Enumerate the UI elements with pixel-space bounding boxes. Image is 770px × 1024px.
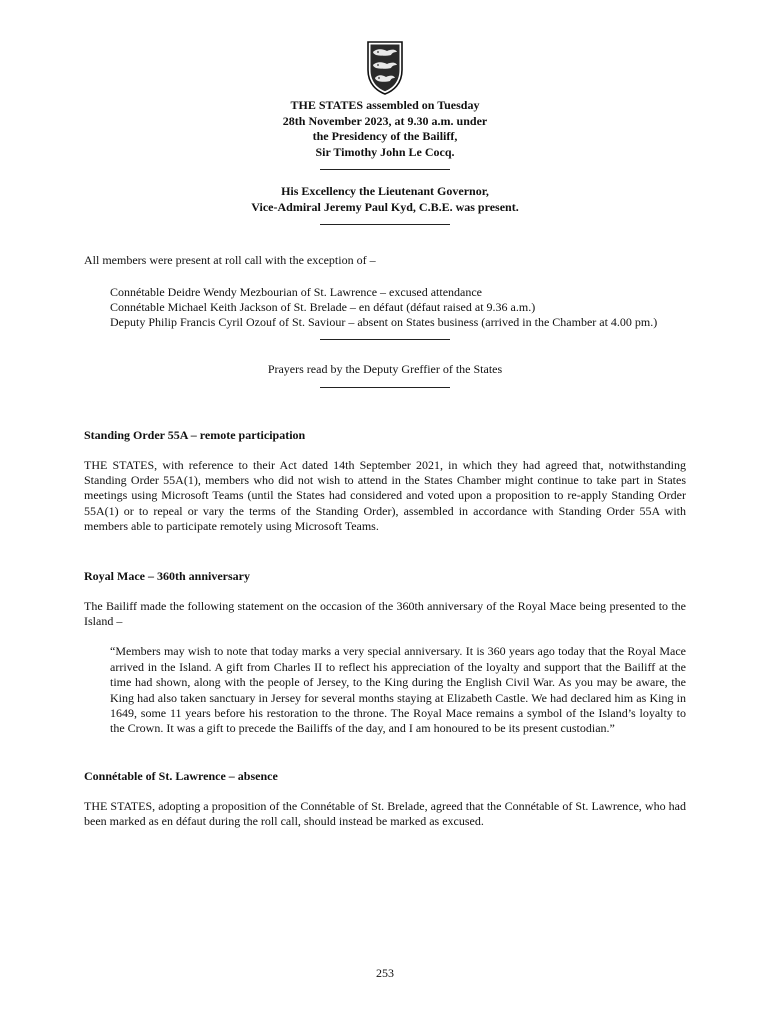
divider-rule [320,224,450,225]
absence-item: Deputy Philip Francis Cyril Ozouf of St. Saviour – absent on States business (arrived in the Chamber at 4.00 pm.) [110,315,658,329]
section-heading: Standing Order 55A – remote participation [84,427,306,442]
section-paragraph: THE STATES, adopting a proposition of the Connétable of St. Brelade, agreed that the Connétable of St. Lawrence, who had been marked as en défaut during the roll call, should instead be marked as excused. [84,798,686,829]
absence-item: Connétable Michael Keith Jackson of St. Brelade – en défaut (défaut raised at 9.36 a.m.) [110,299,536,314]
section-paragraph: THE STATES, with reference to their Act dated 14th September 2021, in which they had agreed that, notwithstanding Standing Order 55A(1), members who did not wish to attend in the States Chamber might continue to take part in States meetings using Microsoft Teams (until the States had considered and voted upon a proposition to re-apply Standing Order 55A(1) or to repeal or vary the terms of the Standing Order), assembled in accordance with Standing Order 55A with members able to participate remotely using Microsoft Teams. [84,457,686,534]
section-royal-mace [84,569,686,737]
sitting-title-line: the Presidency of the Bailiff, [312,129,458,144]
absence-item: Connétable Deidre Wendy Mezbourian of St. Lawrence – excused attendance [110,284,482,299]
prayers-note: Prayers read by the Deputy Greffier of the States [267,362,503,377]
governor-line: Vice-Admiral Jeremy Paul Kyd, C.B.E. was present. [251,199,519,214]
absence-list [84,285,686,331]
section-heading: Royal Mace – 360th anniversary [84,568,250,583]
governor-statement [84,184,686,215]
divider-rule [320,387,450,388]
bailiff-quote: “Members may wish to note that today marks a very special anniversary. It is 360 years ago today that the Royal Mace arrived in the Island. A gift from Charles II to reflect his appreciation of the loyalty and support that the Bailiff at the time had shown, along with the people of Jersey, to the King during the English Civil War. As you may be aware, the King had also taken sanctuary in Jersey for several months staying at Elizabeth Castle. We had declared him as King in 1649, some 11 years before his restoration to the throne. The Royal Mace remains a symbol of the Island’s loyalty to the Crown. It was a gift to precede the Bailiffs of the day, and I am honoured to be its present custodian.” [110,644,686,736]
sitting-title-line: 28th November 2023, at 9.30 a.m. under [282,113,488,128]
divider-rule [320,339,450,340]
section-paragraph: The Bailiff made the following statement on the occasion of the 360th anniversary of the Royal Mace being presented to the Island – [84,598,686,629]
sitting-title-line: THE STATES assembled on Tuesday [290,98,480,112]
section-connetable-absence [84,769,686,830]
document-page [84,40,686,830]
roll-call-intro: All members were present at roll call with the exception of – [84,253,376,268]
section-remote-participation [84,428,686,535]
jersey-crest-icon [365,40,405,96]
sitting-title-line: Sir Timothy John Le Cocq. [315,144,455,159]
section-heading: Connétable of St. Lawrence – absence [84,768,278,783]
page-number: 253 [376,966,394,980]
sitting-title [84,98,686,160]
governor-line: His Excellency the Lieutenant Governor, [281,184,489,199]
divider-rule [320,169,450,170]
